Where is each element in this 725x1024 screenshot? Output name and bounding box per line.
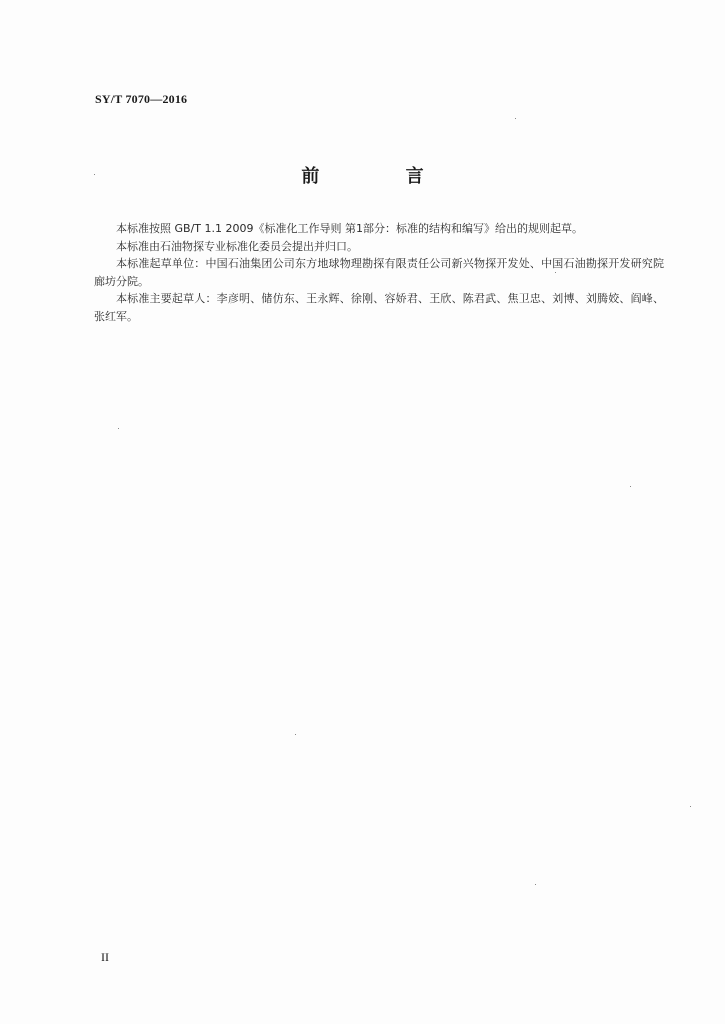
paragraph-drafters: 本标准主要起草人：李彦明、储仿东、王永辉、徐刚、容娇君、王欣、陈君武、焦卫忠、刘博、刘腾姣、阎峰、张红军。 [94,292,664,323]
scan-speck [515,118,516,119]
page-title: 前 言 [301,166,464,187]
scan-speck [94,174,95,175]
scan-speck [690,806,691,807]
scan-speck [295,734,296,735]
paragraph-drafting-rules: 本标准按照 GB/T 1.1 2009《标准化工作导则 第1部分：标准的结构和编写》给出的规则起草。 [116,222,583,235]
paragraph-proposer: 本标准由石油物探专业标准化委员会提出并归口。 [116,239,358,253]
scan-speck [555,272,556,273]
page-number: II [101,950,109,964]
scan-speck [535,884,536,885]
scan-speck [630,486,631,487]
foreword-body [94,220,664,325]
scan-speck [118,428,119,429]
paragraph-drafting-units: 本标准起草单位：中国石油集团公司东方地球物理勘探有限责任公司新兴物探开发处、中国石油勘探开发研究院廊坊分院。 [94,257,664,288]
standard-code: SY/T 7070—2016 [95,92,188,106]
